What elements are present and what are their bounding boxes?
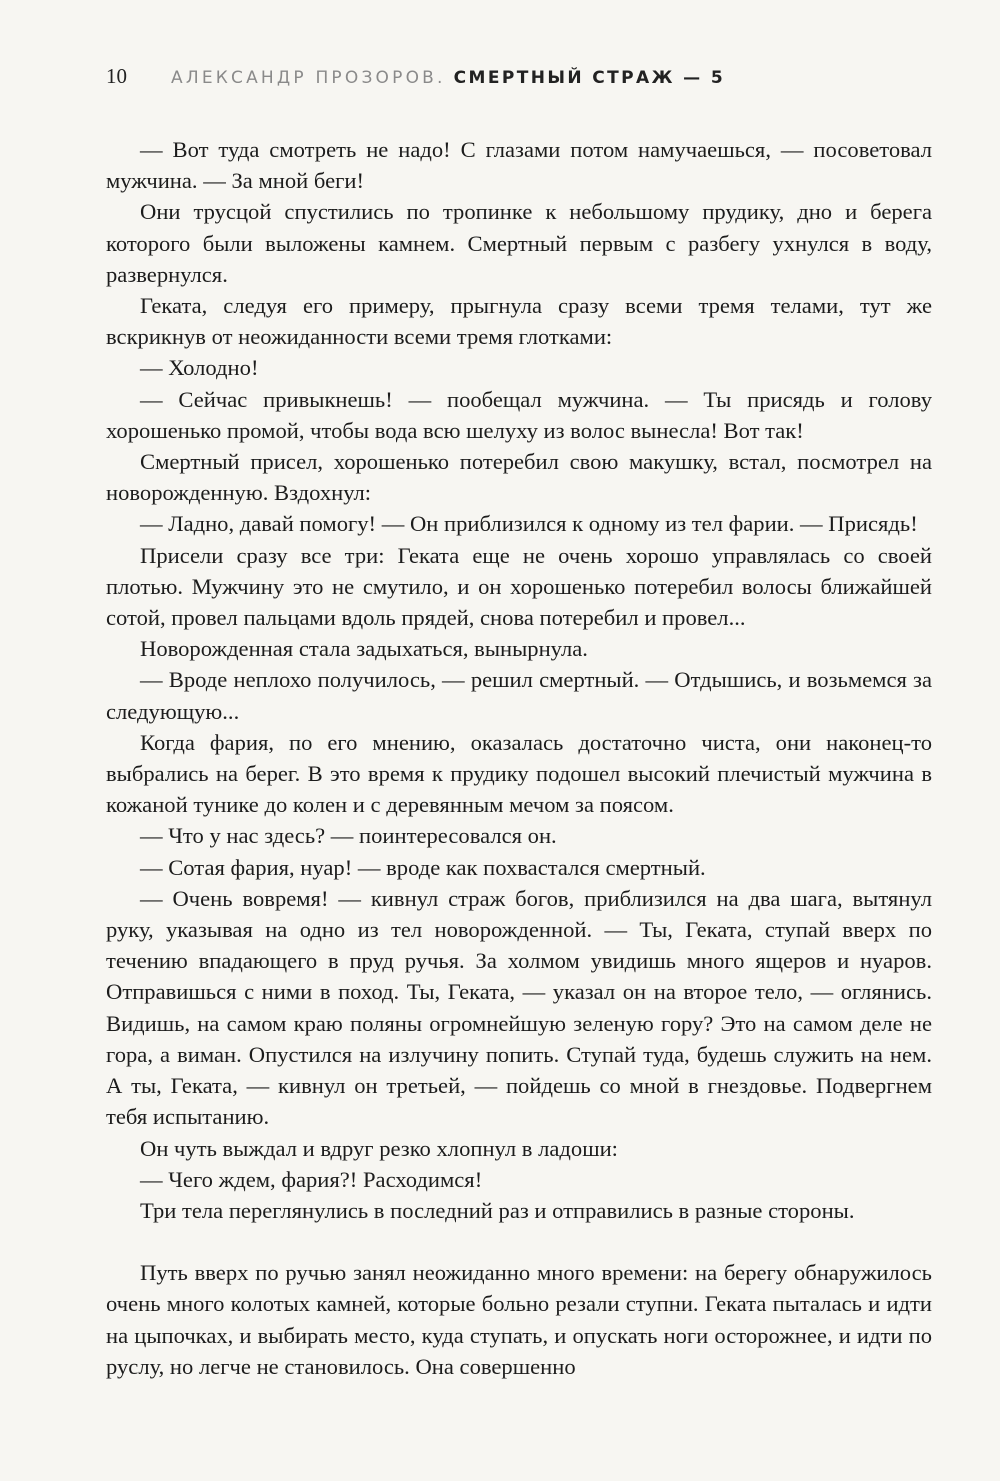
paragraph: Геката, следуя его примеру, прыгнула сразу всеми тремя телами, тут же вскрикнув от неожиданности всеми тремя глотками: — [106, 293, 932, 350]
paragraph: — Вроде неплохо получилось, — решил смертный. — Отдышись, и возьмемся за следующую... — [106, 667, 932, 724]
paragraph: Три тела переглянулись в последний раз и отправились в разные стороны. — [140, 1197, 855, 1223]
paragraph: — Ладно, давай помогу! — Он приблизился к одному из тел фарии. — Присядь! — [140, 511, 918, 537]
paragraph: — Очень вовремя! — кивнул страж богов, приблизился на два шага, вытянул руку, указывая на одно из тел новорожденной. — Ты, Геката, ступай вверх по течению впадающего в пруд ручья. За холмом увидишь много ящеров и нуаров. Отправишься с ними в поход. Ты, Геката, — указал он на второе тело, — оглянись. Видишь, на самом краю поляны огромнейшую зеленую гору? Это на самом деле не гора, а виман. Опустился на излучину попить. Ступай туда, будешь служить на нем. А ты, Геката, — кивнул он третьей, — пойдешь со мной в гнездовье. Подвергнем тебя испытанию. — [106, 885, 932, 1130]
paragraph-section-start: Путь вверх по ручью занял неожиданно много времени: на берегу обнаружилось очень много колотых камней, которые больно резали ступни. Геката пыталась и идти на цыпочках, и выбирать место, куда ступать, и опускать ноги осторожнее, и идти по руслу, но легче не становилось. Она совершенно — [106, 1260, 932, 1379]
paragraph: — Сотая фария, нуар! — вроде как похвастался смертный. — [140, 854, 706, 880]
paragraph: Присели сразу все три: Геката еще не очень хорошо управлялась со своей плотью. Мужчину это не смутило, и он хорошенько потеребил волосы ближайшей сотой, провел пальцами вдоль прядей, снова потеребил и провел... — [106, 542, 932, 631]
author-name: АЛЕКСАНДР ПРОЗОРОВ. — [171, 68, 446, 88]
running-head — [106, 64, 932, 112]
paragraph: Он чуть выждал и вдруг резко хлопнул в ладоши: — [140, 1135, 618, 1161]
paragraph: — Сейчас привыкнешь! — пообещал мужчина. — Ты присядь и голову хорошенько промой, чтобы вода всю шелуху из волос вынесла! Вот так! — [106, 386, 932, 443]
book-title: СМЕРТНЫЙ СТРАЖ — 5 — [453, 68, 726, 88]
paragraph: — Холодно! — [140, 355, 259, 381]
paragraph: Они трусцой спустились по тропинке к небольшому прудику, дно и берега которого были выложены камнем. Смертный первым с разбегу ухнулся в воду, развернулся. — [106, 199, 932, 287]
paragraph: — Что у нас здесь? — поинтересовался он. — [140, 823, 557, 849]
paragraph: Смертный присел, хорошенько потеребил свою макушку, встал, посмотрел на новорожденную. Вздохнул: — [106, 449, 932, 506]
page-number: 10 — [106, 64, 127, 88]
body-text — [106, 134, 932, 1382]
paragraph: Новорожденная стала задыхаться, вынырнула. — [140, 636, 588, 662]
paragraph: Когда фария, по его мнению, оказалась достаточно чиста, они наконец-то выбрались на берег. В это время к прудику подошел высокий плечистый мужчина в кожаной тунике до колен и с деревянным мечом за поясом. — [106, 729, 932, 818]
paragraph: — Вот туда смотреть не надо! С глазами потом намучаешься, — посоветовал мужчина. — За мной беги! — [106, 137, 932, 194]
paragraph: — Чего ждем, фария?! Расходимся! — [140, 1166, 483, 1192]
